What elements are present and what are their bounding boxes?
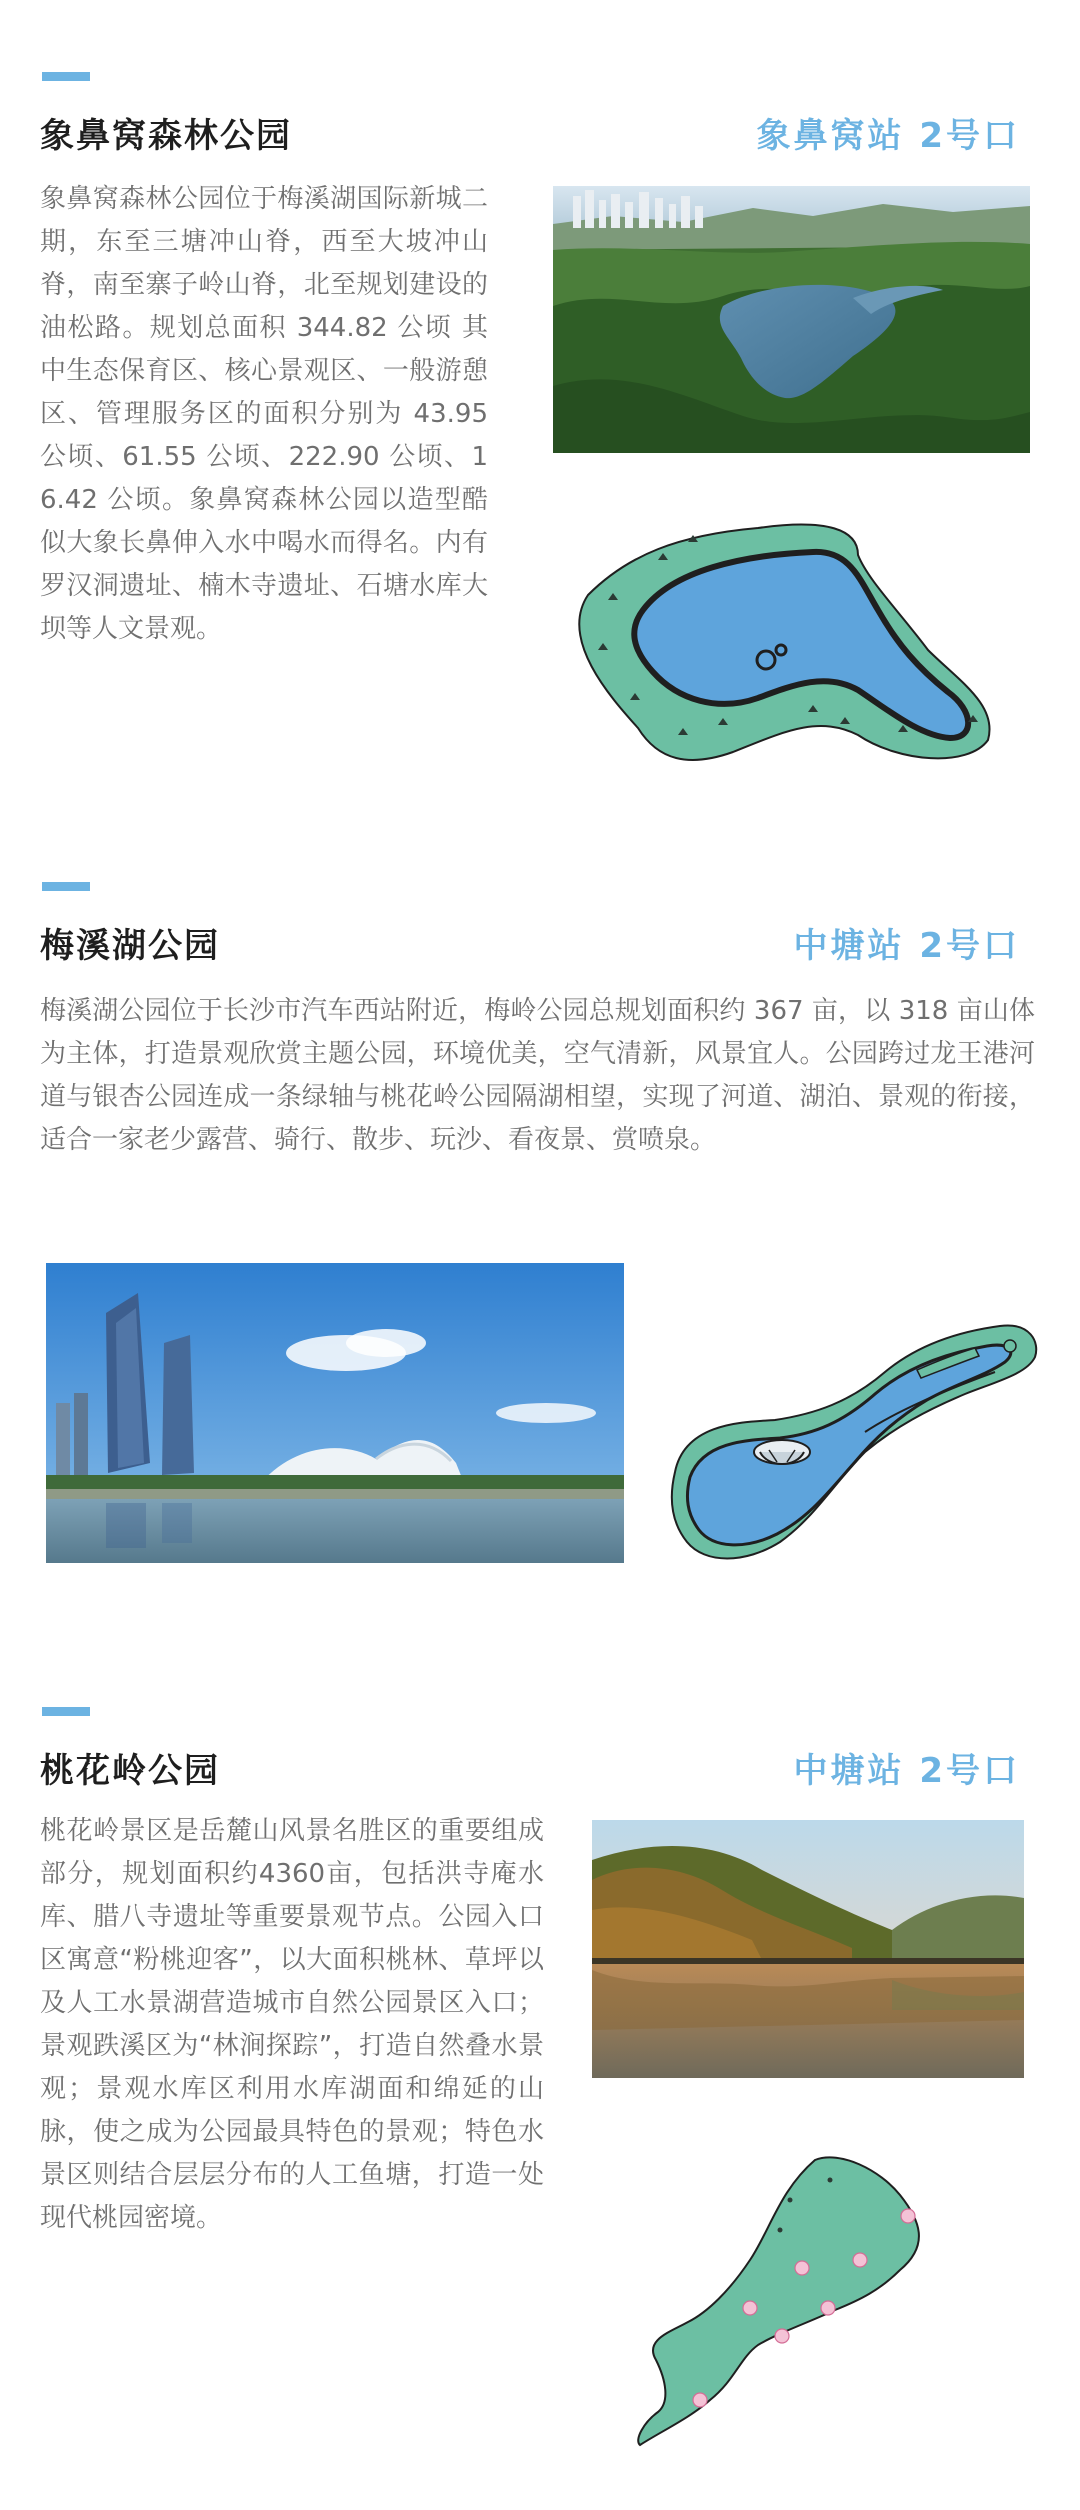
station-label: 中塘站 2号口	[793, 1751, 1020, 1791]
meixi-lake-skyline-photo	[46, 1263, 624, 1563]
section-accent-bar	[42, 1707, 90, 1716]
forest-park-aerial-photo	[553, 186, 1030, 453]
section-accent-bar	[42, 882, 90, 891]
section-title: 象鼻窝森林公园	[40, 116, 292, 156]
section-description: 象鼻窝森林公园位于梅溪湖国际新城二期，东至三塘冲山脊，西至大坡冲山脊，南至寨子岭山脊，北至规划建设的油松路。规划总面积 344.82 公顷 其中生态保育区、核心景观区、一般游憩区、管理服务区的面积分别为 43.95 公顷、61.55 公顷、222.90 公顷、16.42 公顷。象鼻窝森林公园以造型酷似大象长鼻伸入水中喝水而得名。内有罗汉洞遗址、楠木寺遗址、石塘水库大坝等人文景观。	[40, 184, 488, 644]
section-title: 梅溪湖公园	[40, 926, 220, 966]
section-description: 桃花岭景区是岳麓山风景名胜区的重要组成部分，规划面积约4360亩，包括洪寺庵水库、腊八寺遗址等重要景观节点。公园入口区寓意“粉桃迎客”，以大面积桃林、草坪以及人工水景湖营造城市自然公园景区入口；景观跌溪区为“林涧探踪”，打造自然叠水景观；景观水库区利用水库湖面和绵延的山脉，使之成为公园最具特色的景观；特色水景区则结合层层分布的人工鱼塘，打造一处现代桃园密境。	[40, 1816, 544, 2233]
section-accent-bar	[42, 72, 90, 81]
station-label: 象鼻窝站 2号口	[756, 116, 1020, 156]
section-description: 梅溪湖公园位于长沙市汽车西站附近，梅岭公园总规划面积约 367 亩，以 318 亩山体为主体，打造景观欣赏主题公园，环境优美，空气清新，风景宜人。公园跨过龙王港河道与银杏公园连成一条绿轴与桃花岭公园隔湖相望，实现了河道、湖泊、景观的衔接，适合一家老少露营、骑行、散步、玩沙、看夜景、赏喷泉。	[40, 996, 1035, 1155]
meixi-lake-map	[665, 1302, 1045, 1572]
forest-park-map	[568, 500, 1018, 770]
peach-ridge-map	[630, 2150, 970, 2455]
peach-ridge-lake-photo	[592, 1820, 1024, 2078]
station-label: 中塘站 2号口	[793, 926, 1020, 966]
section-title: 桃花岭公园	[40, 1751, 220, 1791]
